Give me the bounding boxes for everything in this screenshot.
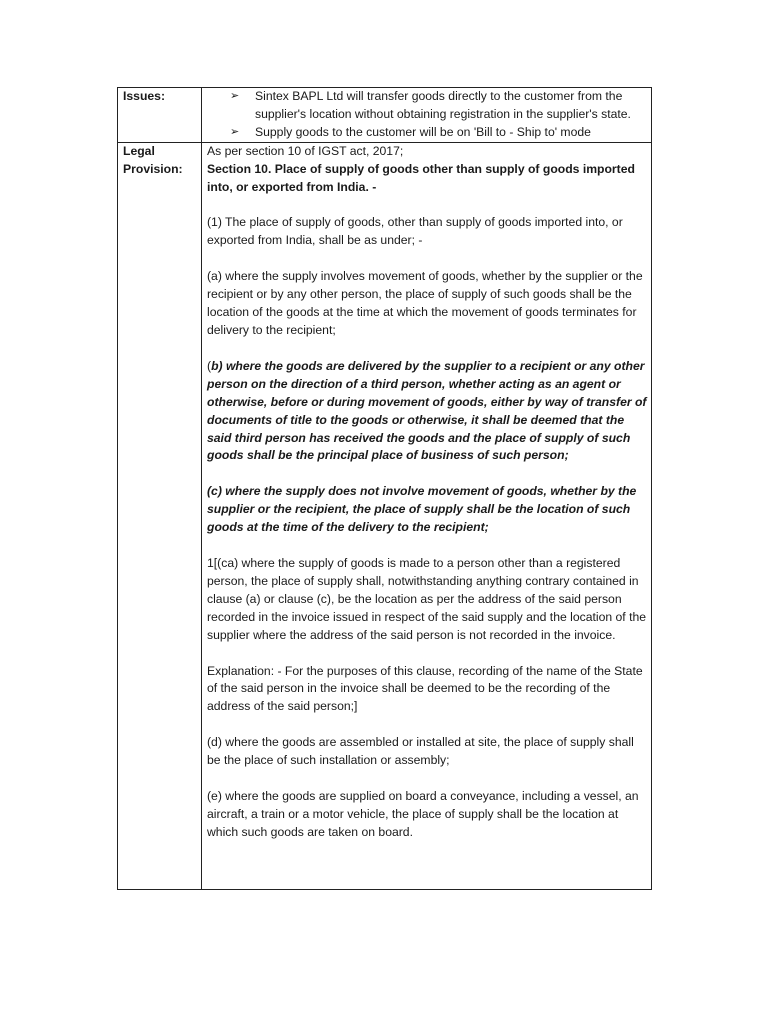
section-heading: Section 10. Place of supply of goods other than supply of goods imported into, or exported from India. - xyxy=(207,161,635,194)
arrow-bullet-icon: ➢ xyxy=(230,125,240,138)
clause-c: (c) where the supply does not involve movement of goods, whether by the supplier or the recipient, the place of supply shall be the location of such goods at the time of the delivery to the recipient; xyxy=(207,484,637,535)
issue-text: Sintex BAPL Ltd will transfer goods directly to the customer from the supplier's location without obtaining registration in the supplier's state. xyxy=(255,89,631,121)
issues-content xyxy=(202,88,652,143)
clause-a: (a) where the supply involves movement of goods, whether by the supplier or the recipient or by any other person, the place of supply of such goods shall be the location of the goods at the time at which the movement of goods terminates for delivery to the recipient; xyxy=(207,269,643,337)
provision-table xyxy=(117,87,652,890)
legal-provision-label: Legal Provision: xyxy=(118,142,202,889)
clause-b-open-paren: ( xyxy=(207,358,212,373)
clause-e: (e) where the goods are supplied on board a conveyance, including a vessel, an aircraft, a train or a motor vehicle, the place of supply shall be the location at which such goods are taken on board. xyxy=(207,789,639,839)
clause-b-paragraph xyxy=(207,358,647,465)
clause-ca: 1[(ca) where the supply of goods is made to a person other than a registered person, the place of supply shall, notwithstanding anything contrary contained in clause (a) or clause (c), be the location as per the address of the said person recorded in the invoice issued in respect of the said supply and the location of the supplier where the address of the said person is not recorded in the invoice. xyxy=(207,556,647,642)
list-item xyxy=(230,88,647,124)
list-item xyxy=(230,124,647,142)
clause-explanation: Explanation: - For the purposes of this clause, recording of the name of the State of the said person in the invoice shall be deemed to be the recording of the address of the said person;] xyxy=(207,663,643,714)
issue-text: Supply goods to the customer will be on 'Bill to - Ship to' mode xyxy=(255,124,591,139)
issues-label: Issues: xyxy=(118,88,202,143)
legal-provision-row xyxy=(118,142,652,889)
issues-list xyxy=(207,88,647,142)
issues-row xyxy=(118,88,652,143)
clause-d: (d) where the goods are assembled or installed at site, the place of supply shall be the place of such installation or assembly; xyxy=(207,735,634,768)
clause-1: (1) The place of supply of goods, other than supply of goods imported into, or exported from India, shall be as under; - xyxy=(207,215,623,248)
legal-provision-content xyxy=(202,142,652,889)
clause-b: b) where the goods are delivered by the supplier to a recipient or any other person on the direction of a third person, whether acting as an agent or otherwise, before or during movement of goods, either by way of transfer of documents of title to the goods or otherwise, it shall be deemed that the said third person has received the goods and the place of supply of such goods shall be the principal place of business of such person; xyxy=(207,358,647,463)
provision-intro: As per section 10 of IGST act, 2017; xyxy=(207,143,404,158)
arrow-bullet-icon: ➢ xyxy=(230,90,240,102)
